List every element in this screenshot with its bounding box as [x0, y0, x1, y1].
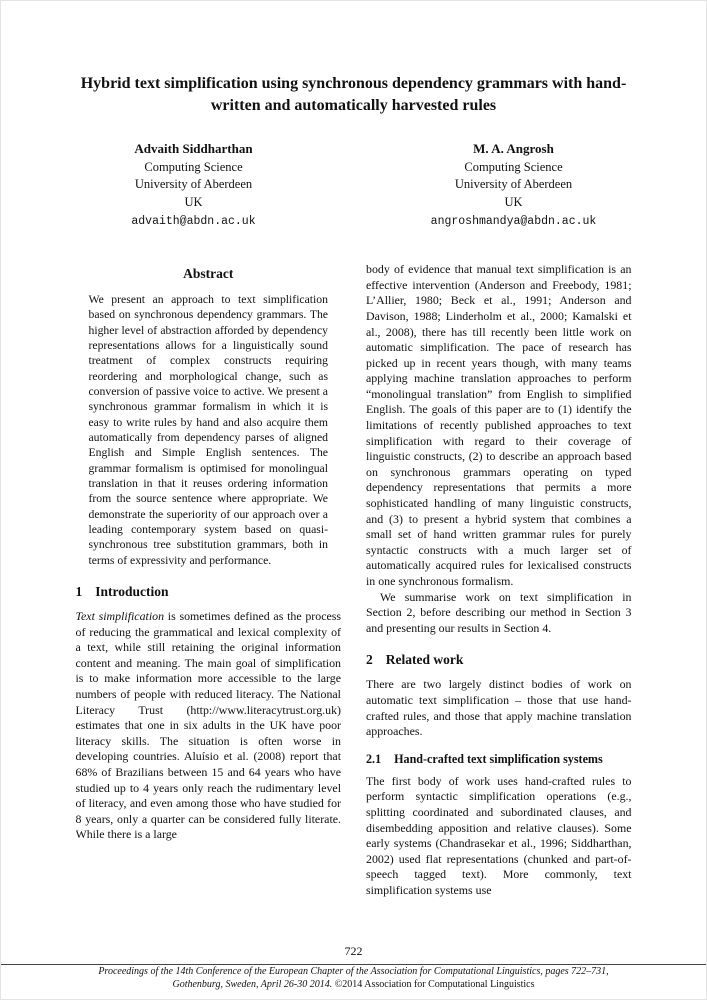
- author-affiliation: Computing Science: [464, 159, 563, 174]
- abstract-heading: Abstract: [183, 266, 234, 282]
- footer-copyright: ©2014 Association for Computational Linguistics: [334, 978, 535, 990]
- intro-lead-term: Text simplification: [75, 609, 165, 624]
- right-column: [366, 262, 632, 958]
- author-affiliation: University of Aberdeen: [134, 177, 253, 192]
- author-affiliation: UK: [184, 195, 203, 210]
- section-heading-related-work: [366, 652, 632, 668]
- introduction-paragraph: [76, 609, 342, 843]
- footer-divider: [1, 964, 706, 965]
- section-heading-introduction: [76, 584, 342, 600]
- related-work-paragraph: There are two largely distinct bodies of work on automatic text simplification – those that use hand-crafted rules, and those that apply machine translation approaches.: [366, 677, 632, 739]
- body-paragraph-continued: body of evidence that manual text simplification is an effective intervention (Anderson and Freebody, 1981; L’Allier, 1980; Beck et al., 1991; Anderson and Davison, 1988; Linderholm et al., 2000; Kamalski et al., 2008), there has till recently been little work on automatic simplification. The pace of research has picked up in recent years though, with many teams applying machine translation approaches to perform “monolingual translation” from English to simplified English. The goals of this paper are to (1) identify the limitations of recently published approaches to text simplification with regard to their coverage of linguistic constructs, (2) to describe an approach based on synchronous grammars operating on typed dependency representations that permits a more sophisticated handling of many linguistic constructs, and (3) to present a hybrid system that combines a small set of hand written grammar rules for purely syntactic constructs with a much larger set of automatically acquired rules for lexicalised constructs in one synchronous formalism.: [366, 262, 632, 588]
- section-title: Introduction: [95, 584, 169, 600]
- body-paragraph-summary: We summarise work on text simplification in Section 2, before describing our method in Section 3 and presenting our results in Section 4.: [366, 589, 632, 635]
- footer-venue: Gothenburg, Sweden, April 26-30 2014.: [172, 978, 333, 990]
- subsection-number: 2.1: [366, 751, 382, 766]
- hand-crafted-paragraph: The first body of work uses hand-crafted rules to perform syntactic simplification operations (e.g., splitting coordinated and subordinated clauses, and disembedding apposition and relative clauses). Some early systems (Chandrasekar et al., 1996; Siddharthan, 2002) used flat representations (chunked and part-of-speech tagged text). More commonly, text simplification systems use: [366, 773, 632, 897]
- section-number: 1: [75, 584, 83, 600]
- footer-citation: [1, 966, 706, 991]
- section-number: 2: [366, 652, 373, 668]
- footer-line-1: Proceedings of the 14th Conference of the European Chapter of the Association for Computational Linguistics, pages 722–731,: [98, 966, 609, 977]
- two-column-body: [76, 262, 632, 958]
- author-affiliation: UK: [504, 195, 523, 210]
- author-name: Advaith Siddharthan: [134, 140, 253, 156]
- subsection-heading-hand-crafted: [366, 752, 632, 767]
- author-affiliation: University of Aberdeen: [454, 177, 573, 192]
- author-name: M. A. Angrosh: [473, 140, 554, 156]
- authors-row: [1, 140, 706, 230]
- subsection-title: Hand-crafted text simplification systems: [394, 751, 603, 766]
- author-email: angroshmandya@abdn.ac.uk: [430, 214, 597, 228]
- footer-line-2: [1, 979, 706, 992]
- author-affiliation: Computing Science: [144, 159, 243, 174]
- paper-title: Hybrid text simplification using synchronous dependency grammars with hand-written and automatically harvested rules: [80, 75, 627, 115]
- left-column: [76, 262, 342, 958]
- section-title: Related work: [385, 652, 464, 668]
- author-email: advaith@abdn.ac.uk: [131, 214, 256, 228]
- author-block-2: [394, 140, 634, 230]
- abstract-text: We present an approach to text simplification based on synchronous dependency grammars. The higher level of abstraction afforded by dependency representations allows for a linguistically sound treatment of complex constructs requiring reordering and morphological change, such as conversion of passive voice to active. We present a synchronous grammar formalism in which it is easy to write rules by hand and also acquire them automatically from dependency parses of aligned English and Simple English sentences. The grammar formalism is optimised for monolingual translation in that it reuses ordering information from the source sentence where appropriate. We demonstrate the superiority of our approach over a leading contemporary system based on quasi-synchronous tree substitution grammars, both in terms of expressivity and performance.: [88, 293, 328, 567]
- author-block-1: [74, 140, 314, 230]
- intro-paragraph-rest: is sometimes defined as the process of reducing the grammatical and lexical complexity of a text, while still retaining the original information content and meaning. The main goal of simplification is to make information more accessible to the large numbers of people with reduced literacy. The National Literacy Trust (http://www.literacytrust.org.uk) estimates that one in six adults in the UK have poor literacy skills. The situation is often worse in developing countries. Aluísio et al. (2008) report that 68% of Brazilians between 15 and 64 years who have studied up to 4 years only reach the rudimentary level of literacy, and even among those who have studied for 8 years, only a quarter can be considered fully literate. While there is a large: [75, 609, 341, 842]
- page-number: 722: [344, 944, 363, 958]
